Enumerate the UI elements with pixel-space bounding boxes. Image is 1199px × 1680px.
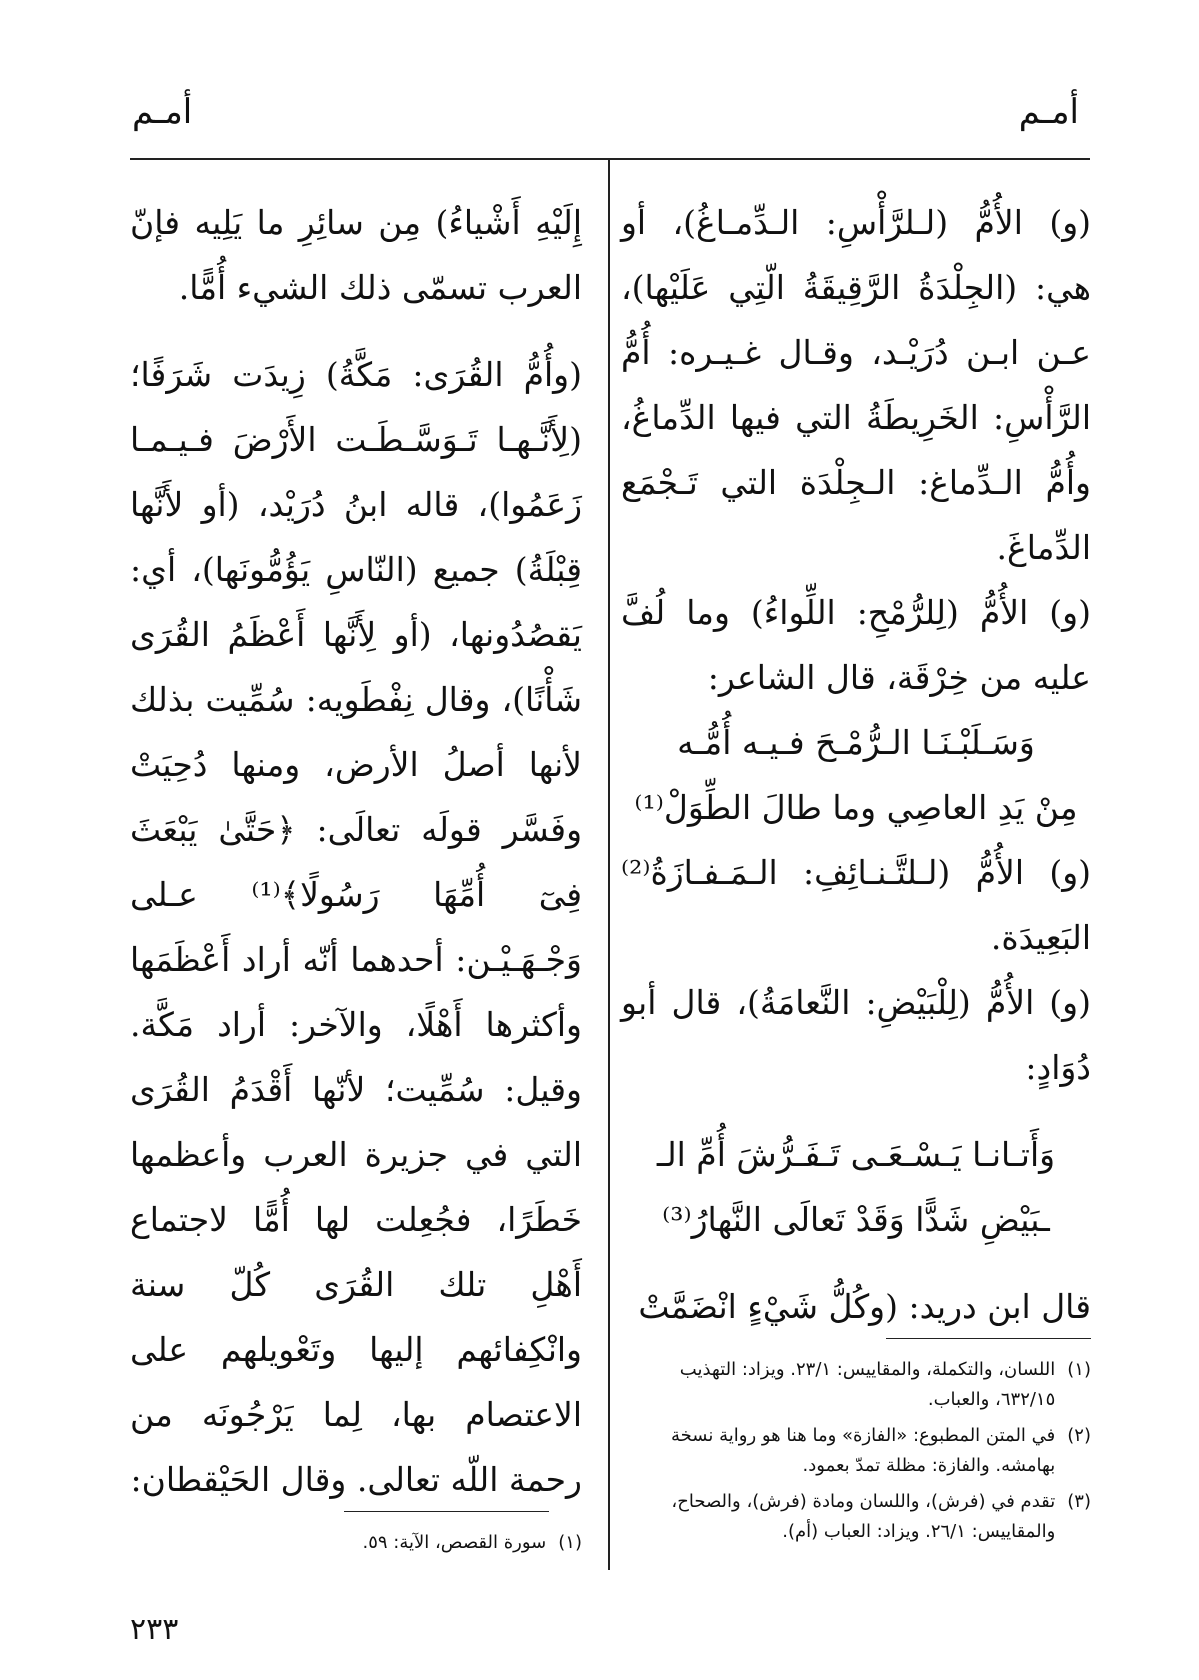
paragraph: (و) الأُمُّ (لِلْبَيْضِ: النَّعامَةُ)، قال أبو دُوَادٍ: — [621, 983, 1091, 1087]
footnote — [621, 1487, 1091, 1547]
footnote-number: (٣) — [1067, 1491, 1091, 1512]
header-rule — [130, 158, 1090, 160]
paragraph: (و) الأُمُّ (لـلتَّـنـائِفِ: الـمَـفـازَةُ⁽²⁾ البَعِيدَة. — [621, 853, 1091, 957]
right-column — [621, 190, 1091, 1339]
footnote-number: (٢) — [1067, 1425, 1091, 1446]
footnote-number: (١) — [1067, 1359, 1091, 1380]
running-header-left: أمـم — [132, 92, 193, 132]
footnote-rule — [886, 1338, 1091, 1339]
footnote-rule — [344, 1511, 549, 1512]
verse-line: وَسَـلَبْـنَـا الـرُّمْـحَ فـيـه أُمُّـه — [677, 723, 1035, 762]
paragraph: إِلَيْهِ أَشْياءُ) مِن سائِرِ ما يَلِيه فإنّ العرب تسمّى ذلك الشيء أُمًّا. — [130, 203, 582, 307]
footnote-text: تقدم في (فرش)، واللسان ومادة (فرش)، والصحاح، والمقاييس: ٢٦/١. ويزاد: العباب (أم). — [671, 1491, 1056, 1542]
verse-line: وَأَتـانـا يَـسْـعَـى تَـفَـرُّشَ أُمِّ الـ — [656, 1135, 1056, 1174]
paragraph: قال ابن دريد: (وكُلُّ شَيْءٍ انْضَمَّتْ — [638, 1287, 1091, 1326]
paragraph: (و) الأُمُّ (لِلرُّمْحِ: اللِّواءُ) وما لُفَّ عليه من خِرْقَة، قال الشاعر: — [621, 593, 1091, 697]
verse-line: مِنْ يَدِ العاصِي وما طالَ الطِّوَلْ⁽¹⁾ — [634, 788, 1078, 827]
footnote-text: اللسان، والتكملة، والمقاييس: ٢٣/١. ويزاد: التهذيب ٦٣٢/١٥، والعباب. — [679, 1359, 1056, 1410]
column-divider — [608, 160, 610, 1570]
verse-line: ـبَيْضِ شَدًّا وَقَدْ تَعالَى النَّهارُ⁽³⁾ — [662, 1200, 1050, 1239]
page-number: ٢٣٣ — [130, 1612, 179, 1647]
footnote — [621, 1421, 1091, 1481]
paragraph: (وأُمُّ القُرَى: مَكَّةُ) زِيدَت شَرَفًا؛ (لِأَنَّـهـا تَـوَسَّـطَـت الأَرْضَ فـيـمـا زَعَمُوا)، قاله ابنُ دُرَيْد، (أو لأَنَّها قِبْلَةُ) جميع (النّاسِ يَؤُمُّونَها)، أي: يَقصُدُونها، (أو لِأَنَّها أَعْظَمُ القُرَى شَأْنًا)، وقال نِفْطَويه: سُمِّيت بذلك لأنها أصلُ الأرض، ومنها دُحِيَتْ وفَسَّر قولَه تعالَى: ﴿حَتَّىٰ يَبْعَثَ فِىٓ أُمِّهَا رَسُولًا﴾⁽¹⁾ عـلى وَجْـهَـيْـن: أحدهما أنّه أراد أَعْظَمَها وأكثرها أَهْلًا، والآخر: أراد مَكَّة. وقيل: سُمِّيت؛ لأنّها أَقْدَمُ القُرَى التي في جزيرة العرب وأعظمها خَطَرًا، فجُعِلت لها أُمًّا لاجتماع أَهْلِ تلك القُرَى كُلّ سنة وانْكِفائهم إليها وتَعْويلهم على الاعتصام بها، لِما يَرْجُونَه من رحمة اللّه تعالى. وقال الحَيْقطان: — [130, 355, 582, 1499]
footnotes-right — [621, 1355, 1091, 1553]
footnote-number: (١) — [558, 1532, 582, 1553]
footnotes-left — [130, 1528, 582, 1564]
footnote — [130, 1528, 582, 1558]
running-header-right: أمـم — [1018, 92, 1079, 132]
footnote — [621, 1355, 1091, 1415]
paragraph: (و) الأُمُّ (لـلرَّأْسِ: الـدِّمـاغُ)، أو هي: (الجِلْدَةُ الرَّقِيقَةُ الّتِي عَلَيْها)، عـن ابـن دُرَيْـد، وقـال غـيـره: أُمُّ الرَّأْسِ: الخَرِيطَةُ التي فيها الدِّماغُ، وأُمُّ الـدِّماغ: الـجِلْدَة التي تَـجْمَع الدِّماغَ. — [621, 203, 1091, 567]
footnote-text: سورة القصص، الآية: ٥٩. — [362, 1532, 547, 1553]
left-column — [130, 190, 582, 1512]
footnote-text: في المتن المطبوع: «الفازة» وما هنا هو رواية نسخة بهامشه. والفازة: مظلة تمدّ بعمود. — [671, 1425, 1056, 1476]
